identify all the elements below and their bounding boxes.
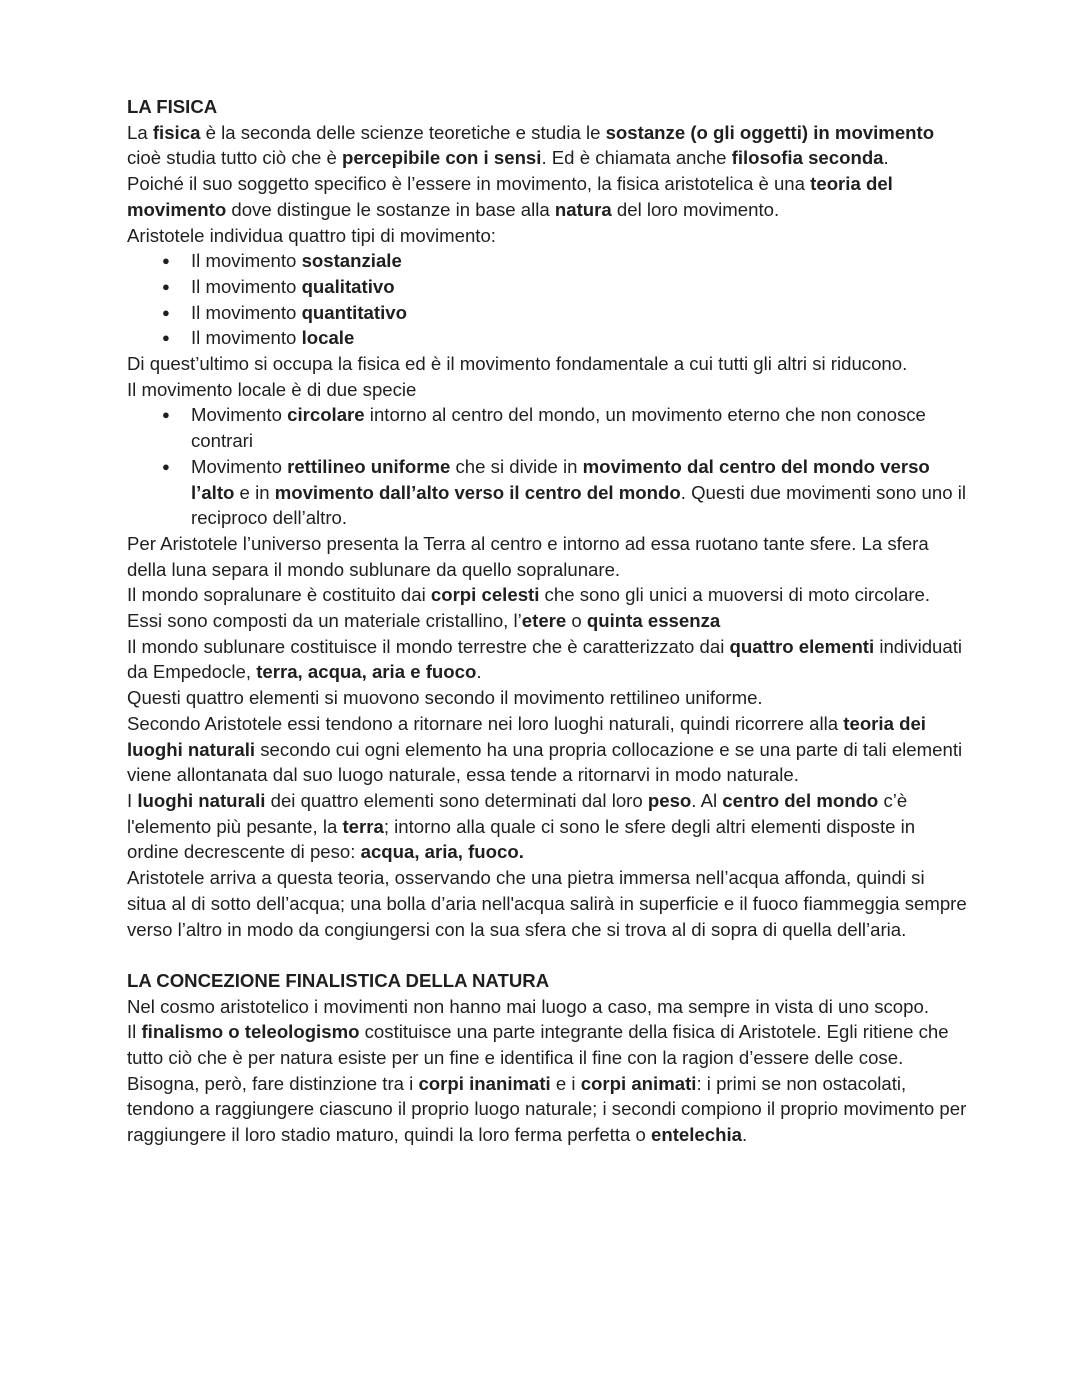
text-run: individuati da Empedocle, bbox=[127, 635, 963, 683]
bold-text: qualitativo bbox=[301, 275, 395, 297]
list-item bbox=[127, 274, 967, 300]
text-run: ; intorno alla quale ci sono le sfere degli altri elementi disposte in ordine decrescente di peso: bbox=[127, 815, 916, 863]
bold-text: quantitativo bbox=[301, 301, 407, 323]
text-run: del loro movimento. bbox=[611, 198, 780, 220]
bold-text: teoria dei luoghi naturali bbox=[127, 712, 926, 760]
text-run: . Ed è chiamata anche bbox=[541, 147, 732, 169]
text-run: . bbox=[883, 147, 889, 169]
paragraph bbox=[127, 711, 967, 788]
bold-text: corpi animati bbox=[580, 1072, 697, 1094]
paragraph bbox=[127, 120, 967, 171]
text-run: c’è l'elemento più pesante, la bbox=[127, 789, 908, 837]
list-item bbox=[127, 454, 967, 531]
text-run: che sono gli unici a muoversi di moto circolare. Essi sono composti da un materiale cristallino, l’ bbox=[127, 584, 931, 632]
bold-text: locale bbox=[301, 327, 355, 349]
bold-text: etere bbox=[521, 610, 567, 632]
text-run: Il mondo sopralunare è costituito dai bbox=[127, 584, 431, 606]
text-run: Per Aristotele l’universo presenta la Terra al centro e intorno ad essa ruotano tante sfere. La sfera della luna separa il mondo sublunare da quello sopralunare. bbox=[127, 532, 929, 580]
bold-text: sostanziale bbox=[301, 250, 402, 272]
bold-text: centro del mondo bbox=[722, 789, 879, 811]
paragraph bbox=[127, 865, 967, 942]
paragraph bbox=[127, 685, 967, 711]
bold-text: terra, acqua, aria e fuoco bbox=[256, 661, 477, 683]
paragraph bbox=[127, 531, 967, 582]
list-item bbox=[127, 300, 967, 326]
text-run: dove distingue le sostanze in base alla bbox=[226, 198, 555, 220]
paragraph bbox=[127, 994, 967, 1020]
text-run: Il movimento locale è di due specie bbox=[127, 378, 417, 400]
list-item bbox=[127, 325, 967, 351]
text-run: I bbox=[127, 789, 138, 811]
text-run: . bbox=[476, 661, 482, 683]
bold-text: entelechia bbox=[651, 1124, 742, 1146]
bold-text: movimento dal centro del mondo verso l’alto bbox=[191, 455, 930, 503]
bold-text: rettilineo uniforme bbox=[287, 455, 451, 477]
text-run: Questi quattro elementi si muovono secondo il movimento rettilineo uniforme. bbox=[127, 687, 763, 709]
text-run: Secondo Aristotele essi tendono a ritornare nei loro luoghi naturali, quindi ricorrere alla bbox=[127, 712, 844, 734]
paragraph bbox=[127, 634, 967, 685]
bold-text: quattro elementi bbox=[729, 635, 875, 657]
bullet-list-movement-types bbox=[127, 248, 967, 351]
text-run: è la seconda delle scienze teoretiche e studia le bbox=[200, 121, 606, 143]
text-run: dei quattro elementi sono determinati dal loro bbox=[265, 789, 648, 811]
paragraph bbox=[127, 788, 967, 865]
text-run: : i primi se non ostacolati, tendono a raggiungere ciascuno il proprio luogo naturale; i secondi compiono il proprio movimento per raggiungere il loro stadio maturo, quindi la loro ferma perfetta o bbox=[127, 1072, 967, 1146]
paragraph bbox=[127, 171, 967, 222]
bold-text: filosofia seconda bbox=[731, 147, 884, 169]
bullet-list-local-movement bbox=[127, 402, 967, 531]
text-run: che si divide in bbox=[450, 455, 583, 477]
text-run: Aristotele arriva a questa teoria, osservando che una pietra immersa nell’acqua affonda, quindi si situa al di sotto dell’acqua; una bolla d’aria nell'acqua salirà in superficie e il fuoco fiammeggia sempre verso l’altro in modo da congiungersi con la sua sfera che si trova al di sopra di quella dell’aria. bbox=[127, 867, 967, 940]
text-run: intorno al centro del mondo, un movimento eterno che non conosce contrari bbox=[191, 404, 926, 452]
text-run: Il mondo sublunare costituisce il mondo terrestre che è caratterizzato dai bbox=[127, 635, 730, 657]
paragraph bbox=[127, 1071, 967, 1148]
text-run: Aristotele individua quattro tipi di movimento: bbox=[127, 224, 496, 246]
paragraph bbox=[127, 223, 967, 249]
bold-text: acqua, aria, fuoco. bbox=[360, 841, 524, 863]
text-run: Il movimento bbox=[191, 327, 302, 349]
bold-text: corpi inanimati bbox=[418, 1072, 551, 1094]
spacer bbox=[127, 942, 967, 968]
text-run: Movimento bbox=[191, 455, 288, 477]
bold-text: percepibile con i sensi bbox=[342, 147, 542, 169]
text-run: . bbox=[741, 1124, 748, 1146]
text-run: La bbox=[127, 121, 153, 143]
bold-text: corpi celesti bbox=[430, 584, 540, 606]
document-page bbox=[127, 94, 967, 1148]
paragraph bbox=[127, 582, 967, 633]
text-run: secondo cui ogni elemento ha una propria collocazione e se una parte di tali elementi viene allontanata dal suo luogo naturale, essa tende a ritornarvi in modo naturale. bbox=[127, 738, 963, 786]
paragraph bbox=[127, 351, 967, 377]
text-run: . Questi due movimenti sono uno il reciproco dell’altro. bbox=[191, 481, 966, 529]
text-run: o bbox=[566, 610, 587, 632]
bold-text: quinta essenza bbox=[586, 610, 721, 632]
bold-text: fisica bbox=[152, 121, 201, 143]
bold-text: luoghi naturali bbox=[137, 789, 266, 811]
text-run: . Al bbox=[691, 789, 723, 811]
text-run: e in bbox=[234, 481, 275, 503]
section-title-finalistica: LA CONCEZIONE FINALISTICA DELLA NATURA bbox=[127, 969, 550, 991]
text-run: Il movimento bbox=[191, 275, 302, 297]
text-run: e i bbox=[550, 1072, 581, 1094]
bold-text: natura bbox=[554, 198, 612, 220]
text-run: Poiché il suo soggetto specifico è l’essere in movimento, la fisica aristotelica è una bbox=[127, 173, 811, 195]
section-title-fisica: LA FISICA bbox=[127, 96, 218, 117]
text-run: Movimento bbox=[191, 404, 288, 426]
text-run: Di quest’ultimo si occupa la fisica ed è il movimento fondamentale a cui tutti gli altri si riducono. bbox=[127, 353, 908, 375]
list-item bbox=[127, 402, 967, 453]
text-run: Il bbox=[127, 1021, 142, 1043]
bold-text: finalismo o teleologismo bbox=[141, 1021, 360, 1043]
text-run: Il movimento bbox=[191, 301, 302, 323]
bold-text: circolare bbox=[287, 404, 365, 426]
text-run: Nel cosmo aristotelico i movimenti non hanno mai luogo a caso, ma sempre in vista di uno scopo. bbox=[127, 995, 929, 1017]
text-run: Il movimento bbox=[191, 250, 302, 272]
list-item bbox=[127, 248, 967, 274]
bold-text: peso bbox=[647, 789, 692, 811]
bold-text: sostanze (o gli oggetti) in movimento bbox=[605, 121, 935, 143]
text-run: cioè studia tutto ciò che è bbox=[127, 147, 342, 169]
paragraph bbox=[127, 377, 967, 403]
paragraph bbox=[127, 1019, 967, 1070]
bold-text: movimento dall’alto verso il centro del mondo bbox=[274, 481, 681, 503]
bold-text: teoria del movimento bbox=[127, 173, 893, 220]
bold-text: terra bbox=[342, 815, 384, 837]
text-run: costituisce una parte integrante della fisica di Aristotele. Egli ritiene che tutto ciò che è per natura esiste per un fine e identifica il fine con la ragion d’essere delle cose. bbox=[127, 1021, 949, 1068]
text-run: Bisogna, però, fare distinzione tra i bbox=[127, 1072, 419, 1094]
